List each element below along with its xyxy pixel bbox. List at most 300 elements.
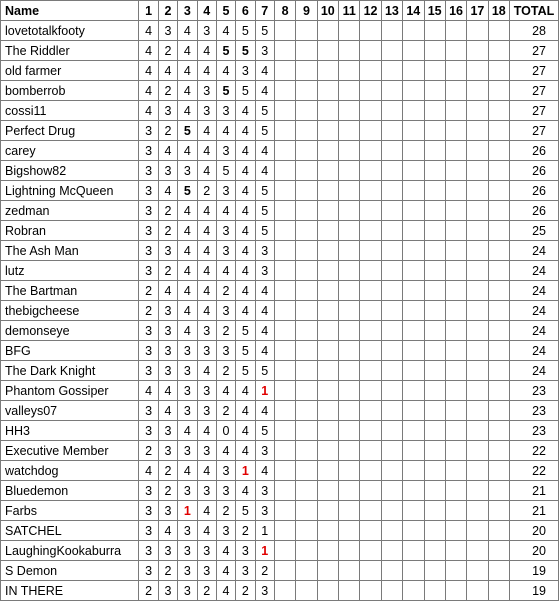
round-score-cell: [296, 161, 317, 181]
round-score-cell: [403, 201, 424, 221]
total-score: 23: [510, 401, 559, 421]
table-row: [1, 521, 559, 541]
round-score-cell: 4: [197, 41, 216, 61]
round-score-cell: [445, 221, 466, 241]
player-name: Bluedemon: [1, 481, 139, 501]
round-score-cell: [403, 541, 424, 561]
round-score-cell: [296, 401, 317, 421]
round-score-cell: 4: [236, 441, 255, 461]
player-name: Robran: [1, 221, 139, 241]
table-row: [1, 161, 559, 181]
round-score-cell: [296, 521, 317, 541]
round-score-cell: [317, 481, 338, 501]
round-score-cell: [360, 61, 381, 81]
round-score-cell: 3: [158, 501, 177, 521]
table-row: [1, 61, 559, 81]
round-score-cell: 2: [158, 41, 177, 61]
round-score-cell: [424, 581, 445, 601]
table-row: [1, 41, 559, 61]
round-score-cell: [424, 21, 445, 41]
round-score-cell: [381, 161, 402, 181]
round-score-cell: 3: [158, 421, 177, 441]
round-score-cell: [317, 181, 338, 201]
round-score-cell: [317, 161, 338, 181]
round-score-cell: 5: [255, 421, 274, 441]
round-score-cell: 4: [178, 101, 197, 121]
round-score-cell: 5: [255, 221, 274, 241]
round-score-cell: [381, 301, 402, 321]
round-score-cell: [467, 581, 488, 601]
round-score-cell: [360, 101, 381, 121]
round-score-cell: [403, 181, 424, 201]
round-score-cell: 3: [139, 321, 158, 341]
round-score-cell: [445, 281, 466, 301]
total-score: 23: [510, 381, 559, 401]
round-score-cell: 3: [216, 521, 235, 541]
round-score-cell: [424, 401, 445, 421]
round-score-cell: [317, 41, 338, 61]
column-header-round: 15: [424, 1, 445, 21]
round-score-cell: [339, 141, 360, 161]
round-score-cell: 3: [178, 341, 197, 361]
round-score-cell: 3: [216, 301, 235, 321]
round-score-cell: [488, 161, 509, 181]
player-name: The Dark Knight: [1, 361, 139, 381]
round-score-cell: [296, 561, 317, 581]
round-score-cell: [339, 441, 360, 461]
round-score-cell: [403, 381, 424, 401]
round-score-cell: 3: [178, 361, 197, 381]
round-score-cell: [488, 441, 509, 461]
round-score-cell: 2: [139, 441, 158, 461]
round-score-cell: [488, 21, 509, 41]
column-header-round: 14: [403, 1, 424, 21]
round-score-cell: 3: [197, 101, 216, 121]
round-score-cell: [339, 261, 360, 281]
total-score: 19: [510, 581, 559, 601]
column-header-round: 1: [139, 1, 158, 21]
round-score-cell: [339, 301, 360, 321]
round-score-cell: [339, 101, 360, 121]
round-score-cell: 3: [255, 41, 274, 61]
round-score-cell: 3: [178, 161, 197, 181]
round-score-cell: [381, 381, 402, 401]
round-score-cell: [360, 381, 381, 401]
round-score-cell: 4: [236, 241, 255, 261]
round-score-cell: [403, 121, 424, 141]
round-score-cell: [360, 461, 381, 481]
round-score-cell: 4: [255, 401, 274, 421]
round-score-cell: [274, 501, 295, 521]
round-score-cell: 2: [197, 181, 216, 201]
round-score-cell: 4: [178, 281, 197, 301]
round-score-cell: [488, 361, 509, 381]
round-score-cell: 3: [139, 241, 158, 261]
round-score-cell: [424, 261, 445, 281]
round-score-cell: [274, 21, 295, 41]
round-score-cell: [296, 81, 317, 101]
total-score: 26: [510, 201, 559, 221]
round-score-cell: [445, 241, 466, 261]
round-score-cell: 4: [255, 341, 274, 361]
round-score-cell: [381, 441, 402, 461]
round-score-cell: [467, 241, 488, 261]
round-score-cell: 4: [178, 301, 197, 321]
round-score-cell: 2: [158, 201, 177, 221]
round-score-cell: [360, 421, 381, 441]
round-score-cell: 4: [216, 561, 235, 581]
round-score-cell: 3: [178, 521, 197, 541]
round-score-cell: [488, 41, 509, 61]
round-score-cell: [274, 521, 295, 541]
round-score-cell: 4: [197, 221, 216, 241]
round-score-cell: [339, 521, 360, 541]
round-score-cell: 5: [216, 161, 235, 181]
round-score-cell: [360, 81, 381, 101]
round-score-cell: [360, 441, 381, 461]
round-score-cell: 3: [139, 401, 158, 421]
round-score-cell: 3: [139, 161, 158, 181]
round-score-cell: 3: [139, 121, 158, 141]
round-score-cell: [424, 81, 445, 101]
round-score-cell: [381, 21, 402, 41]
total-score: 27: [510, 121, 559, 141]
round-score-cell: [360, 361, 381, 381]
round-score-cell: [317, 341, 338, 361]
round-score-cell: 4: [197, 301, 216, 321]
round-score-cell: [403, 341, 424, 361]
round-score-cell: 2: [216, 401, 235, 421]
table-row: [1, 541, 559, 561]
round-score-cell: 3: [216, 241, 235, 261]
round-score-cell: [274, 401, 295, 421]
round-score-cell: 4: [236, 301, 255, 321]
player-name: Executive Member: [1, 441, 139, 461]
round-score-cell: [467, 81, 488, 101]
round-score-cell: 4: [197, 261, 216, 281]
round-score-cell: 4: [236, 141, 255, 161]
round-score-cell: 4: [197, 281, 216, 301]
table-row: [1, 301, 559, 321]
round-score-cell: 4: [178, 141, 197, 161]
table-body: [1, 21, 559, 601]
round-score-cell: [317, 381, 338, 401]
round-score-cell: [424, 361, 445, 381]
player-name: SATCHEL: [1, 521, 139, 541]
round-score-cell: [317, 421, 338, 441]
round-score-cell: [296, 321, 317, 341]
round-score-cell: [424, 201, 445, 221]
round-score-cell: 5: [236, 361, 255, 381]
round-score-cell: 4: [255, 161, 274, 181]
round-score-cell: [403, 161, 424, 181]
column-header-round: 16: [445, 1, 466, 21]
round-score-cell: [403, 41, 424, 61]
round-score-cell: [488, 61, 509, 81]
round-score-cell: [274, 141, 295, 161]
column-header-round: 4: [197, 1, 216, 21]
round-score-cell: 4: [178, 461, 197, 481]
round-score-cell: 4: [158, 381, 177, 401]
round-score-cell: 2: [216, 501, 235, 521]
round-score-cell: 2: [139, 581, 158, 601]
round-score-cell: [381, 341, 402, 361]
round-score-cell: 2: [158, 221, 177, 241]
round-score-cell: [445, 41, 466, 61]
round-score-cell: [360, 521, 381, 541]
round-score-cell: 5: [236, 41, 255, 61]
player-name: The Ash Man: [1, 241, 139, 261]
round-score-cell: 3: [139, 421, 158, 441]
round-score-cell: [381, 361, 402, 381]
round-score-cell: 4: [178, 61, 197, 81]
round-score-cell: [403, 21, 424, 41]
round-score-cell: 3: [158, 541, 177, 561]
round-score-cell: 4: [178, 21, 197, 41]
round-score-cell: [296, 121, 317, 141]
table-row: [1, 141, 559, 161]
round-score-cell: [424, 541, 445, 561]
round-score-cell: [381, 521, 402, 541]
round-score-cell: 2: [158, 561, 177, 581]
round-score-cell: [445, 341, 466, 361]
round-score-cell: 2: [139, 301, 158, 321]
round-score-cell: 5: [255, 21, 274, 41]
round-score-cell: [445, 261, 466, 281]
round-score-cell: 3: [139, 361, 158, 381]
table-row: [1, 481, 559, 501]
round-score-cell: [317, 261, 338, 281]
round-score-cell: [360, 121, 381, 141]
round-score-cell: [467, 281, 488, 301]
round-score-cell: [274, 301, 295, 321]
round-score-cell: 4: [158, 61, 177, 81]
total-score: 22: [510, 461, 559, 481]
round-score-cell: 2: [197, 581, 216, 601]
round-score-cell: [424, 501, 445, 521]
round-score-cell: [296, 101, 317, 121]
round-score-cell: [317, 541, 338, 561]
round-score-cell: [467, 221, 488, 241]
round-score-cell: [403, 501, 424, 521]
round-score-cell: [467, 341, 488, 361]
round-score-cell: 3: [197, 481, 216, 501]
round-score-cell: 5: [255, 101, 274, 121]
round-score-cell: [274, 361, 295, 381]
round-score-cell: 3: [139, 181, 158, 201]
round-score-cell: [339, 281, 360, 301]
round-score-cell: [381, 81, 402, 101]
round-score-cell: 5: [236, 21, 255, 41]
round-score-cell: 5: [236, 81, 255, 101]
round-score-cell: [403, 301, 424, 321]
table-row: [1, 441, 559, 461]
round-score-cell: 5: [255, 361, 274, 381]
round-score-cell: 5: [236, 321, 255, 341]
round-score-cell: [467, 381, 488, 401]
round-score-cell: [317, 401, 338, 421]
round-score-cell: 3: [158, 101, 177, 121]
column-header-round: 6: [236, 1, 255, 21]
round-score-cell: [317, 581, 338, 601]
round-score-cell: [296, 301, 317, 321]
round-score-cell: [274, 341, 295, 361]
round-score-cell: 3: [255, 481, 274, 501]
round-score-cell: [445, 461, 466, 481]
round-score-cell: [488, 321, 509, 341]
round-score-cell: [296, 341, 317, 361]
round-score-cell: [274, 541, 295, 561]
round-score-cell: [274, 421, 295, 441]
round-score-cell: 4: [178, 261, 197, 281]
column-header-round: 13: [381, 1, 402, 21]
round-score-cell: [360, 341, 381, 361]
round-score-cell: 4: [139, 61, 158, 81]
round-score-cell: 3: [178, 541, 197, 561]
round-score-cell: [467, 181, 488, 201]
round-score-cell: [445, 81, 466, 101]
column-header-round: 11: [339, 1, 360, 21]
round-score-cell: 3: [178, 381, 197, 401]
round-score-cell: 3: [139, 561, 158, 581]
round-score-cell: 2: [158, 481, 177, 501]
round-score-cell: [445, 181, 466, 201]
round-score-cell: 3: [197, 341, 216, 361]
round-score-cell: 4: [197, 61, 216, 81]
round-score-cell: [360, 161, 381, 181]
round-score-cell: 3: [255, 261, 274, 281]
round-score-cell: [403, 221, 424, 241]
round-score-cell: 4: [178, 221, 197, 241]
round-score-cell: [445, 381, 466, 401]
round-score-cell: [360, 201, 381, 221]
round-score-cell: [424, 421, 445, 441]
round-score-cell: 3: [139, 201, 158, 221]
round-score-cell: [403, 281, 424, 301]
total-score: 27: [510, 101, 559, 121]
round-score-cell: [360, 541, 381, 561]
round-score-cell: [274, 381, 295, 401]
round-score-cell: [360, 281, 381, 301]
round-score-cell: 3: [139, 261, 158, 281]
player-name: watchdog: [1, 461, 139, 481]
round-score-cell: [360, 401, 381, 421]
round-score-cell: [274, 481, 295, 501]
total-score: 28: [510, 21, 559, 41]
round-score-cell: [381, 481, 402, 501]
round-score-cell: [467, 401, 488, 421]
round-score-cell: 2: [216, 281, 235, 301]
round-score-cell: [467, 21, 488, 41]
round-score-cell: [339, 321, 360, 341]
round-score-cell: 4: [139, 381, 158, 401]
round-score-cell: [274, 281, 295, 301]
round-score-cell: [403, 81, 424, 101]
round-score-cell: [317, 221, 338, 241]
round-score-cell: 4: [255, 61, 274, 81]
round-score-cell: [467, 521, 488, 541]
round-score-cell: [467, 421, 488, 441]
round-score-cell: 3: [139, 481, 158, 501]
round-score-cell: [317, 61, 338, 81]
round-score-cell: 4: [139, 81, 158, 101]
column-header-name: Name: [1, 1, 139, 21]
round-score-cell: 4: [236, 261, 255, 281]
round-score-cell: [296, 201, 317, 221]
round-score-cell: 4: [216, 61, 235, 81]
round-score-cell: 3: [255, 501, 274, 521]
round-score-cell: [339, 581, 360, 601]
player-name: demonseye: [1, 321, 139, 341]
round-score-cell: [403, 61, 424, 81]
round-score-cell: 4: [158, 181, 177, 201]
round-score-cell: 3: [139, 541, 158, 561]
round-score-cell: [424, 221, 445, 241]
round-score-cell: 5: [255, 181, 274, 201]
round-score-cell: 5: [236, 501, 255, 521]
round-score-cell: [424, 321, 445, 341]
round-score-cell: [403, 421, 424, 441]
round-score-cell: [296, 501, 317, 521]
total-score: 24: [510, 261, 559, 281]
round-score-cell: [317, 81, 338, 101]
round-score-cell: [488, 101, 509, 121]
round-score-cell: 3: [158, 341, 177, 361]
round-score-cell: 5: [178, 181, 197, 201]
round-score-cell: 3: [178, 481, 197, 501]
round-score-cell: [445, 561, 466, 581]
round-score-cell: [424, 121, 445, 141]
round-score-cell: [403, 141, 424, 161]
round-score-cell: 4: [197, 461, 216, 481]
round-score-cell: 3: [197, 541, 216, 561]
round-score-cell: [317, 561, 338, 581]
round-score-cell: [274, 241, 295, 261]
round-score-cell: [403, 481, 424, 501]
round-score-cell: [317, 361, 338, 381]
round-score-cell: [381, 61, 402, 81]
round-score-cell: 3: [216, 481, 235, 501]
round-score-cell: [317, 321, 338, 341]
round-score-cell: 1: [236, 461, 255, 481]
round-score-cell: 1: [255, 521, 274, 541]
round-score-cell: [296, 241, 317, 261]
table-row: [1, 501, 559, 521]
round-score-cell: [403, 581, 424, 601]
round-score-cell: [274, 81, 295, 101]
round-score-cell: [424, 461, 445, 481]
round-score-cell: [296, 581, 317, 601]
round-score-cell: [403, 321, 424, 341]
round-score-cell: 3: [216, 101, 235, 121]
round-score-cell: [445, 501, 466, 521]
round-score-cell: 0: [216, 421, 235, 441]
player-name: S Demon: [1, 561, 139, 581]
round-score-cell: 4: [236, 401, 255, 421]
total-score: 26: [510, 181, 559, 201]
table-row: [1, 361, 559, 381]
round-score-cell: 3: [216, 141, 235, 161]
total-score: 23: [510, 421, 559, 441]
round-score-cell: [403, 241, 424, 261]
round-score-cell: [360, 321, 381, 341]
round-score-cell: [403, 521, 424, 541]
round-score-cell: [381, 221, 402, 241]
round-score-cell: [360, 21, 381, 41]
round-score-cell: [317, 281, 338, 301]
player-name: Farbs: [1, 501, 139, 521]
round-score-cell: 2: [255, 561, 274, 581]
